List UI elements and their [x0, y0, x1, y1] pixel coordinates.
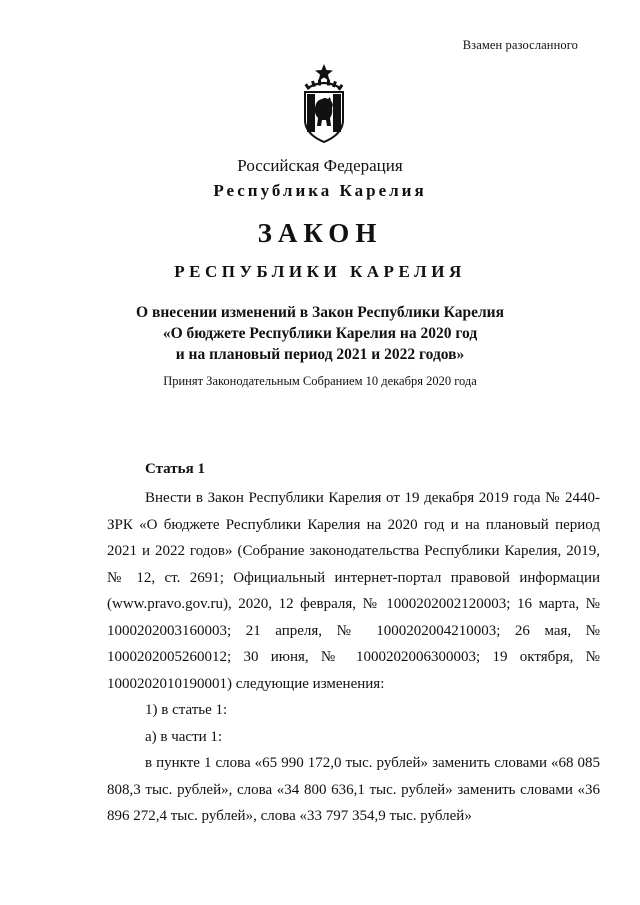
law-subtitle: РЕСПУБЛИКИ КАРЕЛИЯ	[174, 262, 466, 281]
adoption-note: Принят Законодательным Собранием 10 декабря 2020 года	[163, 374, 477, 388]
subject-line-1: О внесении изменений в Закон Республики Карелия	[136, 304, 504, 321]
karelia-coat-of-arms-icon	[302, 64, 346, 144]
country-name: Российская Федерация	[237, 156, 403, 175]
corner-note: Взамен разосланного	[462, 38, 578, 52]
list-item: 1) в статье 1:	[145, 702, 228, 718]
article-body	[107, 485, 600, 830]
law-subject	[0, 302, 640, 365]
list-item: а) в части 1:	[145, 728, 223, 745]
republic-name: Республика Карелия	[213, 181, 427, 200]
subject-line-3: и на плановый период 2021 и 2022 годов»	[175, 346, 465, 363]
subject-line-2: «О бюджете Республики Карелия на 2020 год	[162, 325, 478, 342]
article-heading: Статья 1	[145, 461, 205, 477]
article-intro: Внести в Закон Республики Карелия от 19 декабря 2019 года № 2440-ЗРК «О бюджете Республики Карелия на 2020 год и на плановый период 2021 и 2022 годов» (Собрание законодательства Республики Карелия, 2019, № 12, ст. 2691; Официальный интернет-портал правовой информации (www.pravo.gov.ru), 2020, 12 февраля, № 1000202002120003; 16 марта, № 1000202003160003; 21 апреля, № 1000202004210003; 26 мая, № 1000202005260012; 30 июня, № 1000202006300003; 19 октября, № 1000202010190001) следующие изменения:	[107, 490, 600, 692]
law-title: ЗАКОН	[257, 218, 383, 248]
list-item-text: в пункте 1 слова «65 990 172,0 тыс. рублей» заменить словами «68 085 808,3 тыс. рублей», слова «34 800 636,1 тыс. рублей» заменить словами «36 896 272,4 тыс. рублей», слова «33 797 354,9 тыс. рублей»	[107, 755, 600, 824]
